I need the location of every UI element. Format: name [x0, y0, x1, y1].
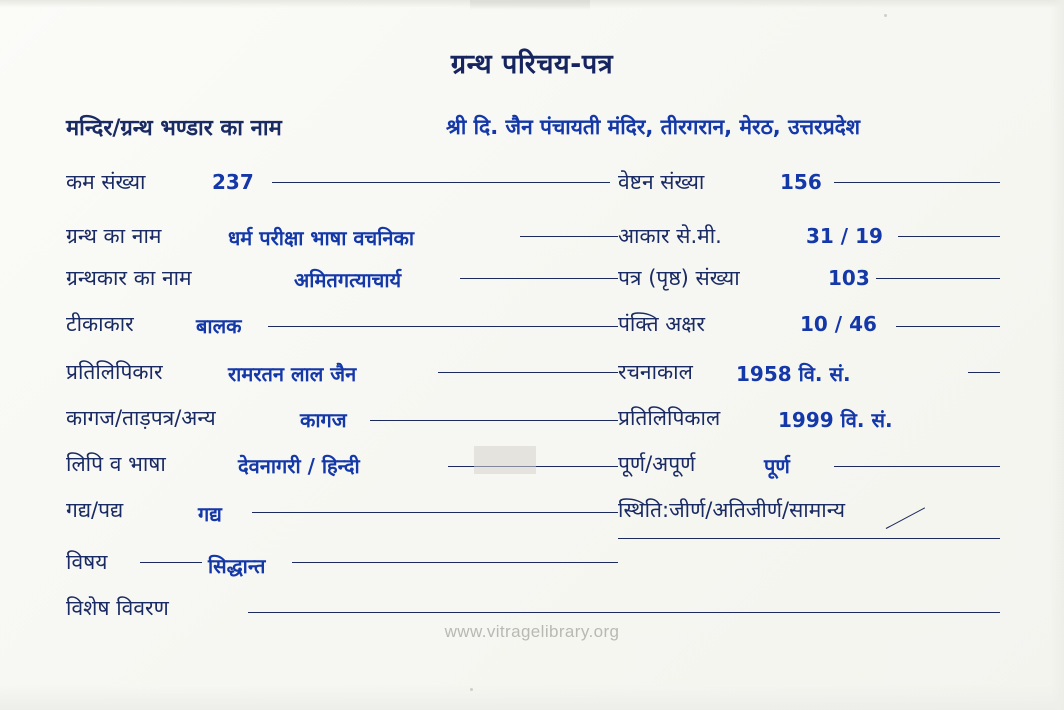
veshtan-sankhya-value: 156 [780, 170, 822, 194]
gadya-padya-label: गद्य/पद्य [66, 498, 124, 522]
page-title: ग्रन्थ परिचय-पत्र [450, 49, 614, 80]
field-rule [448, 466, 618, 467]
patra-sankhya-value: 103 [828, 266, 870, 290]
kram-sankhya-value: 237 [212, 170, 254, 194]
veshtan-sankhya-label: वेष्टन संख्या [618, 170, 705, 194]
field-rule [370, 420, 618, 421]
purna-apurna-value: पूर्ण [764, 454, 790, 478]
watermark-text: www.vitragelibrary.org [444, 622, 620, 641]
field-rule [252, 512, 618, 513]
vishay-label: विषय [66, 550, 108, 574]
gadya-padya-value: गद्य [198, 502, 222, 526]
field-rule [896, 326, 1000, 327]
aakar-value: 31 / 19 [806, 224, 883, 248]
lipi-bhasha-label: लिपि व भाषा [66, 452, 166, 476]
field-rule [460, 278, 618, 279]
field-rule [140, 562, 202, 563]
tikakar-label: टीकाकार [66, 312, 134, 336]
temple-name-label: मन्दिर/ग्रन्थ भण्डार का नाम [66, 116, 282, 141]
temple-name-value: श्री दि. जैन पंचायती मंदिर, तीरगरान, मेरठ, उत्तरप्रदेश [446, 115, 861, 139]
pratilipikar-label: प्रतिलिपिकार [66, 360, 163, 384]
pratilipikar-value: रामरतन लाल जैन [228, 362, 357, 386]
pankti-akshar-value: 10 / 46 [800, 312, 877, 336]
field-rule [834, 466, 1000, 467]
purna-apurna-label: पूर्ण/अपूर्ण [618, 452, 696, 476]
paper-smudge [474, 446, 536, 474]
grantha-naam-label: ग्रन्थ का नाम [66, 224, 162, 248]
granthakar-naam-value: अमितगत्याचार्य [294, 268, 402, 292]
pankti-akshar-label: पंक्ति अक्षर [618, 312, 705, 336]
field-rule [968, 372, 1000, 373]
kagaj-label: कागज/ताड़पत्र/अन्य [66, 406, 216, 430]
pratilipikal-value: 1999 वि. सं. [778, 408, 893, 432]
grantha-naam-value: धर्म परीक्षा भाषा वचनिका [228, 226, 415, 250]
aakar-label: आकार से.मी. [618, 224, 722, 248]
sthiti-selection-strike [886, 507, 925, 529]
sthiti-label: स्थिति:जीर्ण/अतिजीर्ण/सामान्य [618, 498, 846, 522]
tikakar-value: बालक [196, 314, 242, 338]
field-rule [248, 612, 1000, 613]
paper-fold-mark [470, 0, 590, 10]
field-rule [520, 236, 618, 237]
vishay-value: सिद्धान्त [208, 554, 266, 578]
field-rule [292, 562, 618, 563]
paper-edge-top [0, 0, 1064, 8]
paper-edge-bottom [0, 684, 1064, 710]
vishesh-vivaran-label: विशेष विवरण [66, 596, 169, 620]
paper-edge-right [1050, 0, 1064, 710]
kram-sankhya-label: कम संख्या [66, 170, 146, 194]
rachanakal-value: 1958 वि. सं. [736, 362, 851, 386]
patra-sankhya-label: पत्र (पृष्ठ) संख्या [618, 266, 740, 290]
field-rule [834, 182, 1000, 183]
granthakar-naam-label: ग्रन्थकार का नाम [66, 266, 192, 290]
field-rule [618, 538, 1000, 539]
paper-speck [470, 688, 473, 691]
field-rule [272, 182, 610, 183]
pratilipikal-label: प्रतिलिपिकाल [618, 406, 721, 430]
rachanakal-label: रचनाकाल [618, 360, 693, 384]
field-rule [876, 278, 1000, 279]
field-rule [438, 372, 618, 373]
paper-speck [884, 14, 887, 17]
field-rule [898, 236, 1000, 237]
field-rule [268, 326, 618, 327]
lipi-bhasha-value: देवनागरी / हिन्दी [238, 454, 360, 478]
kagaj-value: कागज [300, 408, 347, 432]
